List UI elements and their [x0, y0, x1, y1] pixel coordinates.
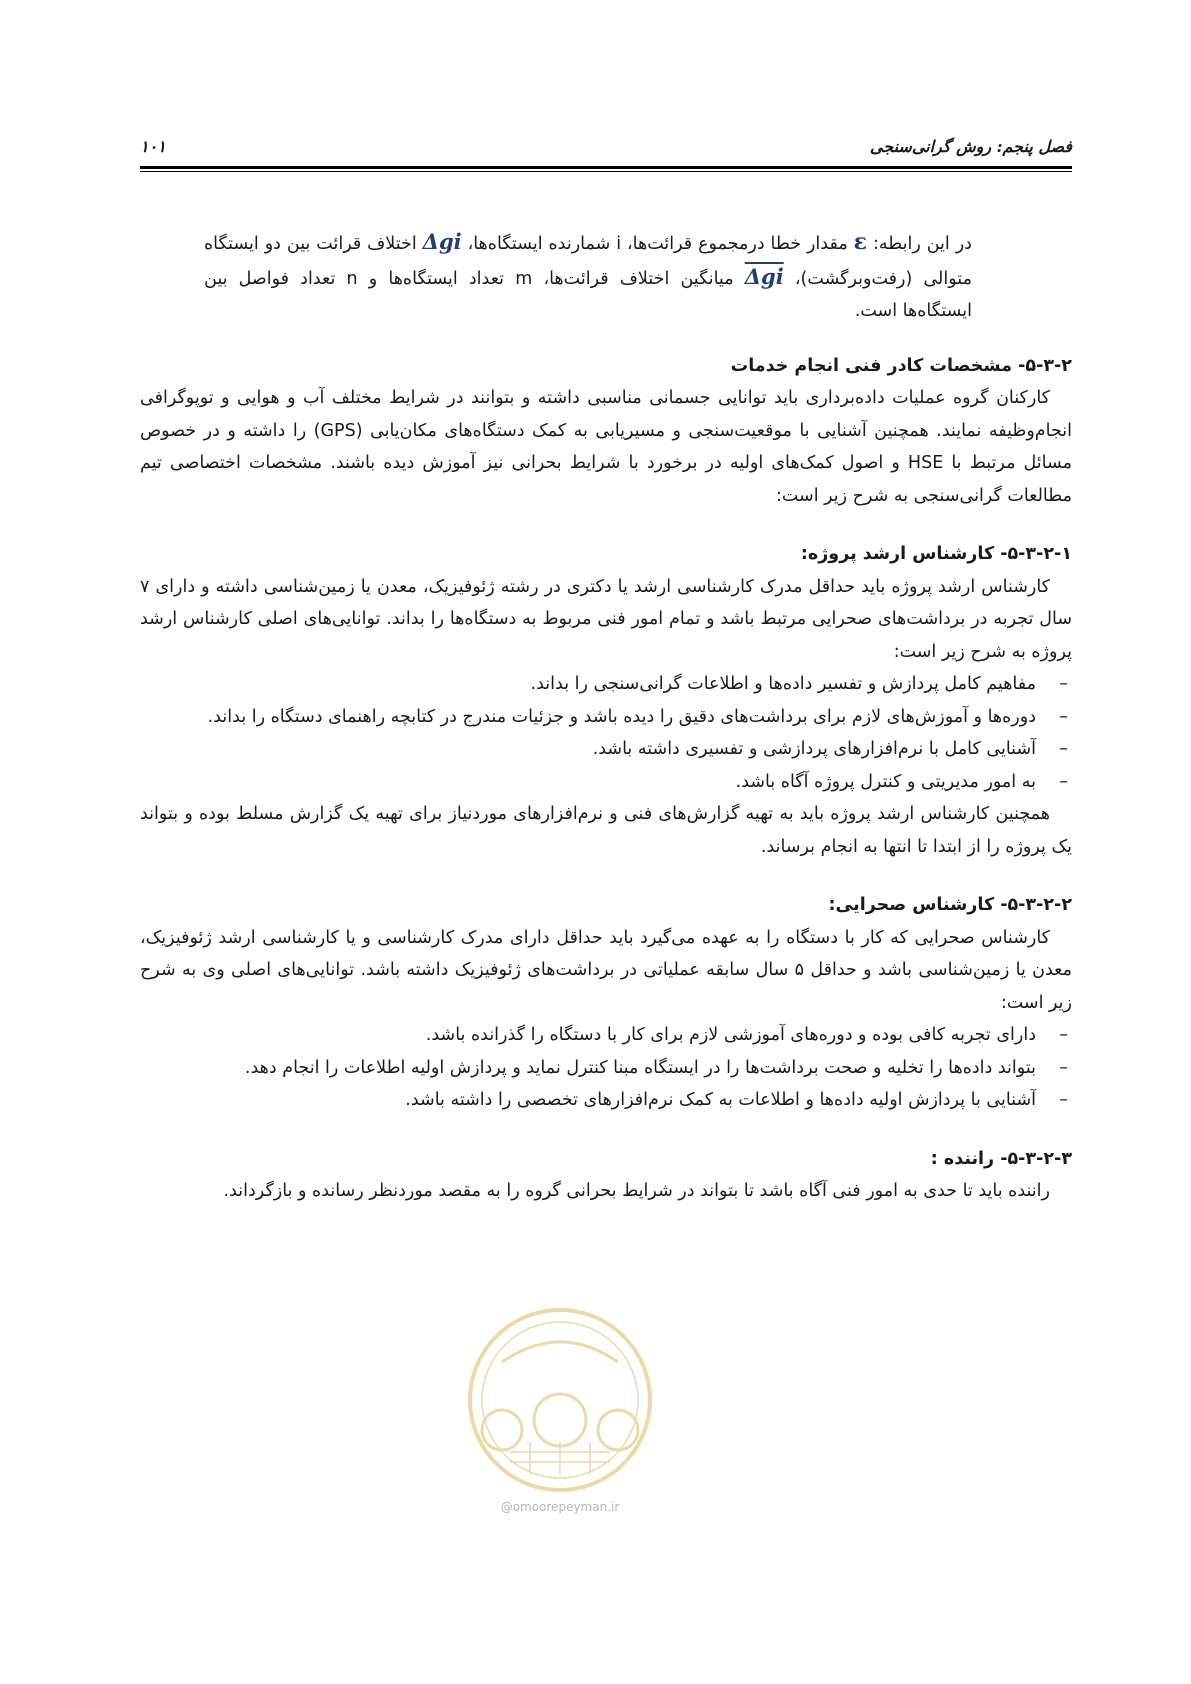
page-number: ۱۰۱ [140, 137, 166, 156]
list-item: – دارای تجربه کافی بوده و دوره‌های آموزشی لازم برای کار با دستگاه را گذرانده باشد. [140, 1019, 1072, 1052]
list-item: – دوره‌ها و آموزش‌های لازم برای برداشت‌های دقیق را دیده باشد و جزئیات مندرج در کتابچه راهنمای دستگاه را بداند. [140, 701, 1072, 734]
m-symbol: m [515, 268, 533, 289]
list-item: – مفاهیم کامل پردازش و تفسیر داده‌ها و اطلاعات گرانی‌سنجی را بداند. [140, 668, 1072, 701]
n-symbol: n [346, 268, 358, 289]
formula-explanation [140, 226, 1072, 328]
formula-text-3: شمارنده ایستگاه‌ها، [467, 234, 611, 254]
subsection-body-driver: راننده باید تا حدی به امور فنی آگاه باشد تا بتواند در شرایط بحرانی گروه را به مقصد موردنظر رسانده و بازگرداند. [223, 1181, 1050, 1201]
i-symbol: i [616, 234, 622, 254]
watermark-url: @omoorepeyman.ir [500, 1500, 620, 1514]
senior-expert-skills-list [140, 668, 1072, 798]
epsilon-symbol: ε [853, 229, 868, 255]
field-expert-skills-list [140, 1019, 1072, 1117]
subsection-heading-senior-expert: ۵-۳-۲-۱- کارشناس ارشد پروژه: [800, 544, 1072, 564]
header-rule-thick [140, 166, 1072, 169]
page-content [140, 226, 1072, 1208]
section-heading-staff: ۵-۳-۲- مشخصات کادر فنی انجام خدمات [730, 355, 1072, 376]
formula-text-5: میانگین اختلاف قرائت‌ها، [543, 268, 734, 289]
formula-text-1: در این رابطه: [872, 234, 972, 254]
chapter-title: فصل پنجم: روش گرانی‌سنجی [869, 137, 1072, 156]
list-item: – آشنایی کامل با نرم‌افزارهای پردازشی و تفسیری داشته باشد. [140, 733, 1072, 766]
page-header [140, 130, 1072, 156]
delta-g-mean-symbol: Δgi [744, 263, 784, 289]
delta-g-symbol: Δgi [422, 229, 462, 254]
formula-text-4: اختلاف قرائت بین دو ایستگاه متوالی (رفت‌وبرگشت)، [204, 234, 972, 289]
formula-text-6: تعداد ایستگاه‌ها و [368, 268, 505, 289]
subsection-body-field-expert: کارشناس صحرایی که کار با دستگاه را به عهده می‌گیرد باید حداقل دارای مدرک کارشناسی و یا کارشناسی ارشد ژئوفیزیک، معدن یا زمین‌شناسی باشد و حداقل ۵ سال سابقه عملیاتی در برداشت‌های ژئوفیزیک داشته باشد. توانایی‌های اصلی وی به شرح زیر است: [140, 927, 1072, 1013]
list-item: – به امور مدیریتی و کنترل پروژه آگاه باشد. [140, 766, 1072, 799]
subsection-heading-field-expert: ۵-۳-۲-۲- کارشناس صحرایی: [828, 895, 1072, 915]
list-item: – بتواند داده‌ها را تخلیه و صحت برداشت‌ها را در ایستگاه مبنا کنترل نماید و پردازش اولیه اطلاعات را انجام دهد. [140, 1052, 1072, 1085]
formula-text-2: مقدار خطا درمجموع قرائت‌ها، [627, 234, 848, 254]
senior-expert-closing-text: همچنین کارشناس ارشد پروژه باید به تهیه گزارش‌های فنی و نرم‌افزارهای موردنیاز برای تهیه یک گزارش مسلط بوده و بتواند یک پروژه را از ابتدا تا انتها به انجام برساند. [140, 804, 1072, 857]
subsection-body-senior-expert: کارشناس ارشد پروژه باید حداقل مدرک کارشناسی ارشد یا دکتری در رشته ژئوفیزیک، معدن یا زمین‌شناسی داشته و دارای ۷ سال تجربه در برداشت‌های صحرایی مرتبط باشد و تمام امور فنی مربوط به دستگاه‌ها را بداند. توانایی‌های اصلی کارشناس ارشد پروژه به شرح زیر است: [140, 576, 1072, 662]
watermark-logo [462, 1302, 658, 1498]
header-rule-thin [140, 171, 1072, 172]
list-item: – آشنایی با پردازش اولیه داده‌ها و اطلاعات به کمک نرم‌افزارهای تخصصی را داشته باشد. [140, 1084, 1072, 1117]
subsection-heading-driver: ۵-۳-۲-۳- راننده : [930, 1148, 1072, 1169]
section-body-staff: کارکنان گروه عملیات داده‌برداری باید توانایی جسمانی مناسبی داشته و بتوانند در شرایط مختلف آب و هوایی و توپوگرافی انجام‌وظیفه نمایند. همچنین آشنایی با موقعیت‌سنجی و مسیریابی به کمک دستگاه‌های مکان‌یابی (GPS) را داشته و در خصوص مسائل مرتبط با HSE و اصول کمک‌های اولیه در برخورد با شرایط بحرانی نیز آموزش دیده باشند. مشخصات اختصاصی تیم مطالعات گرانی‌سنجی به شرح زیر است: [140, 388, 1072, 506]
formula-text-7: تعداد فواصل بین ایستگاه‌ها است. [204, 268, 972, 321]
